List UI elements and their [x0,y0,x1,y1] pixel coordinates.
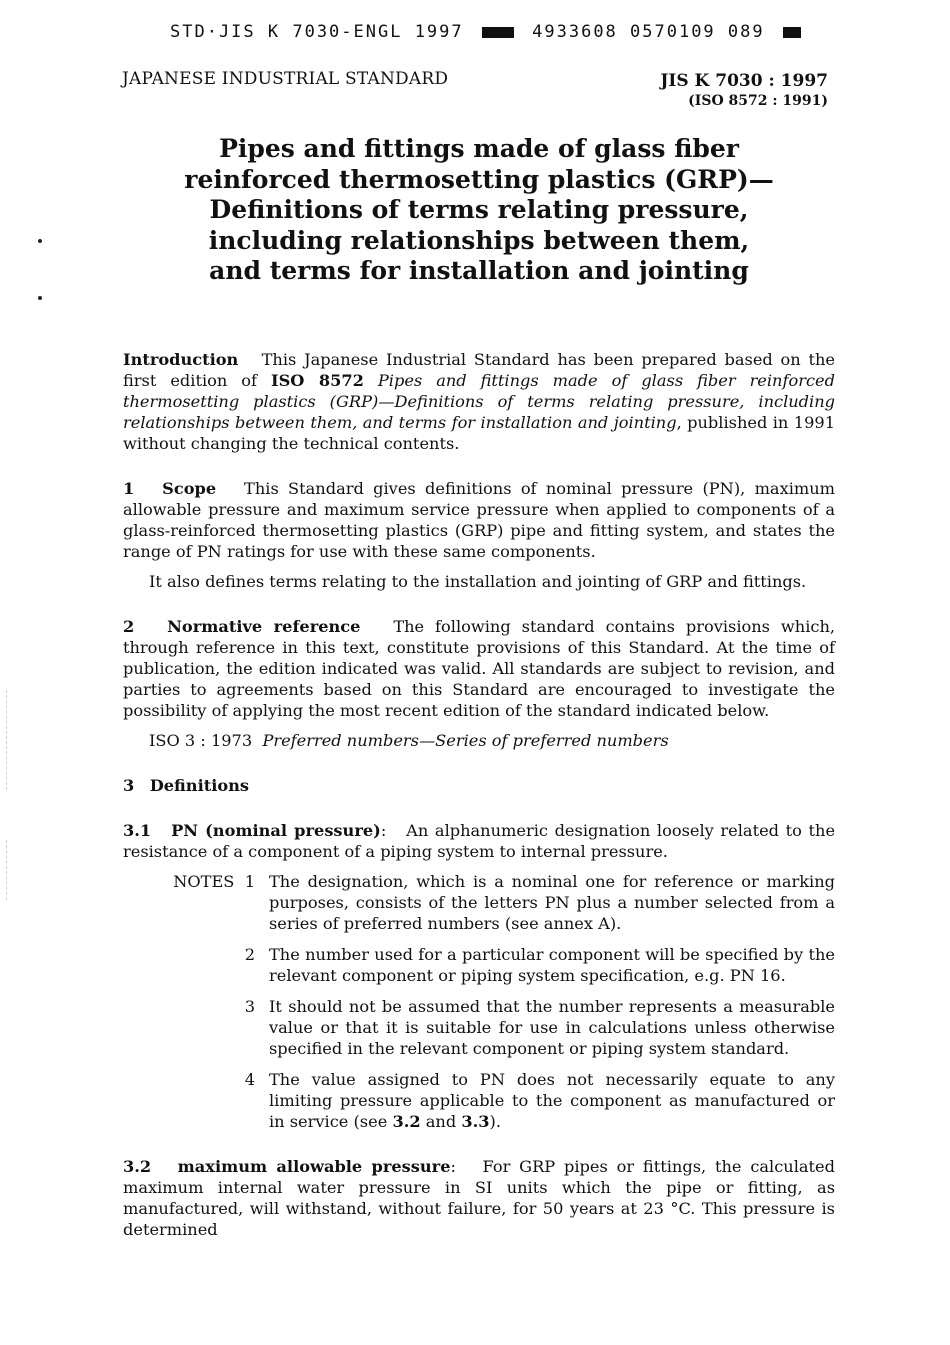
intro-text: This Japanese Industrial Standard has been prepared based on the first edition of [123,350,835,390]
definition-term: maximum allowable pressure [177,1157,451,1176]
section-heading: Scope [162,479,217,498]
note-text: The designation, which is a nominal one for reference or marking purposes, consists of the letters PN plus a number selected from a series of preferred numbers (see annex A). [269,872,835,933]
black-bar-mark [482,27,514,38]
normative-text: The following standard contains provisions which, through reference in this text, constitute provisions of this Standard. At the time of publication, the edition indicated was valid. All standards are subject to revision, and parties to agreements based on this Standard are encouraged to investigate the possibility of applying the most recent edition of the standard indicated below. [123,617,836,720]
scan-margin-marks [6,690,9,790]
section-heading: Normative reference [167,617,361,636]
note-text [269,1069,835,1132]
note-text-part: The value assigned to PN does not necessarily equate to any limiting pressure applicable to the component as manufactured or in service (see [269,1070,835,1131]
title-line: Pipes and fittings made of glass fiber [219,134,739,163]
iso-number: (ISO 8572 : 1991) [688,93,828,109]
note-text-part: and [425,1112,457,1131]
iso-reference: ISO 8572 [271,371,364,390]
note-text: It should not be assumed that the number represents a measurable value or that it is suitable for use in calculations unless otherwise specified in the relevant component or piping system standard. [269,997,835,1058]
notes-block [123,871,835,1132]
definition-number: 3.1 [123,821,152,840]
section-heading: Definitions [149,776,250,795]
scope-paragraph [123,478,835,562]
jis-number: JIS K 7030 : 1997 [660,71,828,91]
reference-code: ISO 3 : 1973 [149,731,253,750]
title-line: including relationships between them, [208,225,750,255]
note-number: 1 [244,872,255,891]
standard-label: JAPANESE INDUSTRIAL STANDARD [122,69,449,89]
cross-reference: 3.3 [461,1112,490,1131]
definition-text: For GRP pipes or fittings, the calculated maximum internal water pressure in SI units which the pipe or fitting, as manufactured, will withstand, without failure, for 50 years at 23 °C. This pressure is determined [123,1157,835,1239]
scope-paragraph-2: It also defines terms relating to the installation and jointing of GRP and fittings. [149,572,807,591]
note-label [123,944,269,996]
document-title [120,134,838,287]
title-line: and terms for installation and jointing [209,256,749,285]
scan-header-code [170,22,807,42]
introduction-paragraph [123,349,835,454]
note-label [123,996,269,1069]
note-label [123,871,269,944]
definition-3-1 [123,820,835,862]
section-number: 3 [123,776,135,795]
title-line: reinforced thermosetting plastics (GRP)— [184,164,774,194]
scope-text: This Standard gives definitions of nominal pressure (PN), maximum allowable pressure and maximum service pressure when applied to components of a glass-reinforced thermosetting plastics (GRP) pipe and fitting system, and states the range of PN ratings for use with these same components. [123,479,836,561]
section-heading: Introduction [123,350,239,369]
normative-reference-paragraph [123,616,835,721]
note-number: 4 [244,1070,255,1089]
intro-italic-title: Pipes and fittings made of glass fiber reinforced thermosetting plastics (GRP)—Definitions of terms relating pressure, including relationships between them, and terms for installation and jointing [123,371,835,432]
intro-text: , published in 1991 without changing the technical contents. [123,413,835,453]
margin-dot [38,239,42,243]
definitions-heading [123,775,835,796]
standard-number [660,71,828,109]
cross-reference: 3.2 [392,1112,421,1131]
note-number: 2 [244,945,255,964]
note-number: 3 [244,997,255,1016]
scan-margin-marks [6,840,9,900]
scan-header-part2: 4933608 0570109 089 [532,22,765,42]
reference-title: Preferred numbers—Series of preferred numbers [262,731,669,750]
definition-3-2 [123,1156,835,1240]
section-number: 1 [123,479,135,498]
document-body [123,349,835,1240]
note-label [123,1069,269,1132]
section-number: 2 [123,617,135,636]
note-text-part: ). [489,1112,502,1131]
scan-header-part1: STD·JIS K 7030-ENGL 1997 [170,22,464,42]
title-line: Definitions of terms relating pressure, [209,195,749,224]
black-bar-mark [783,27,801,38]
definition-colon: : [380,821,387,840]
definition-text: An alphanumeric designation loosely related to the resistance of a component of a piping system to internal pressure. [123,821,836,861]
definition-number: 3.2 [123,1157,152,1176]
margin-dot [38,296,42,300]
definition-term: PN (nominal pressure) [171,821,381,840]
notes-label: NOTES [173,872,235,891]
definition-colon: : [450,1157,456,1176]
note-text: The number used for a particular component will be specified by the relevant component or piping system specification, e.g. PN 16. [269,945,835,985]
reference-entry [123,730,835,751]
